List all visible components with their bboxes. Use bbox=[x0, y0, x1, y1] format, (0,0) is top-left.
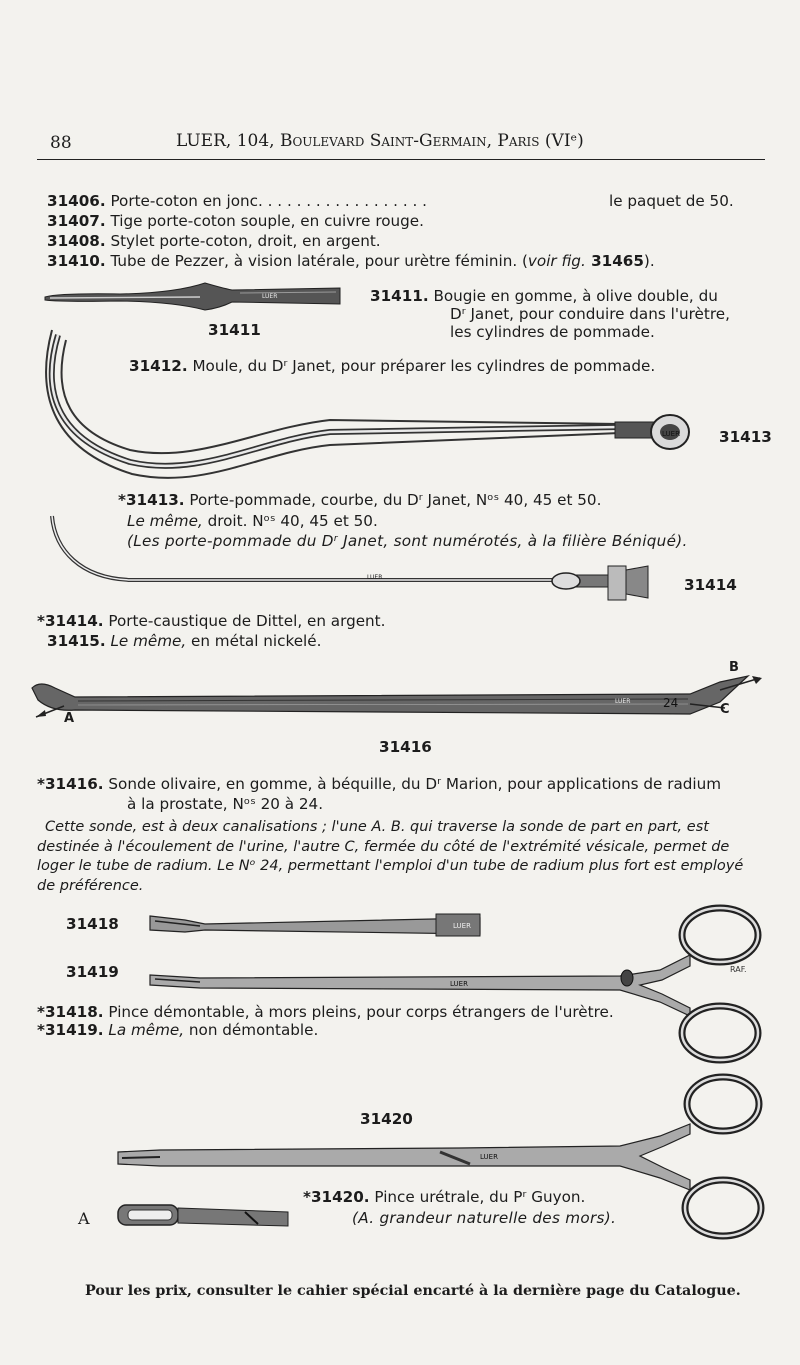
entry-text: Porte-coton en jonc. bbox=[110, 192, 263, 210]
engraved-mark-luer: LUER bbox=[262, 293, 278, 300]
entry-text: Pince démontable, à mors pleins, pour corps étrangers de l'urètre. bbox=[108, 1003, 614, 1021]
running-title-main: LUER, 104, bbox=[176, 131, 280, 151]
entry-31406-price-unit: le paquet de 50. bbox=[609, 192, 734, 210]
entry-31416-note2: destinée à l'écoulement de l'urine, l'autre C, fermée du côté de l'extrémité vésicale, permet de bbox=[37, 839, 730, 855]
entry-31413-note: (Les porte-pommade du Dʳ Janet, sont numérotés, à la filière Béniqué). bbox=[127, 532, 688, 550]
footer-note: Pour les prix, consulter le cahier spécial encarté à la dernière page du Catalogue. bbox=[85, 1283, 741, 1299]
figure-label-31418: 31418 bbox=[66, 915, 119, 933]
entry-same-rest: non démontable. bbox=[184, 1021, 319, 1039]
figure-label-A-31420: A bbox=[78, 1209, 90, 1228]
entry-ref-number: 31465 bbox=[585, 252, 644, 270]
entry-text: Sonde olivaire, en gomme, à béquille, du Dʳ Marion, pour applications de radium bbox=[108, 775, 722, 793]
entry-31420-note: (A. grandeur naturelle des mors). bbox=[352, 1209, 617, 1227]
entry-number: *31413. bbox=[118, 491, 185, 509]
figure-label-31411: 31411 bbox=[208, 321, 261, 339]
entry-same-rest: droit. Nᵒˢ 40, 45 et 50. bbox=[202, 512, 378, 530]
entry-text: Porte-caustique de Dittel, en argent. bbox=[108, 612, 386, 630]
entry-text: Tube de Pezzer, à vision latérale, pour urètre féminin. ( bbox=[110, 252, 528, 270]
engraved-mark-luer: LUER bbox=[450, 980, 468, 988]
figure-label-31414: 31414 bbox=[684, 576, 737, 594]
entry-number: 31411. bbox=[370, 287, 429, 305]
figure-label-31416: 31416 bbox=[379, 738, 432, 756]
entry-31420 bbox=[303, 1187, 585, 1207]
entry-31416-line2: à la prostate, Nᵒˢ 20 à 24. bbox=[127, 795, 324, 813]
entry-31411-line3: les cylindres de pommade. bbox=[450, 323, 655, 341]
entry-number: *31420. bbox=[303, 1188, 370, 1206]
engraved-mark-24: 24 bbox=[663, 696, 679, 710]
entry-same-italic: Le même, bbox=[127, 512, 203, 530]
entry-31416-note3: loger le tube de radium. Le Nᵒ 24, permettant l'emploi d'un tube de radium plus fort est employé bbox=[37, 858, 744, 874]
entry-text: Bougie en gomme, à olive double, du bbox=[433, 287, 718, 305]
entry-same-italic: La même, bbox=[108, 1021, 185, 1039]
entry-text: Porte-pommade, courbe, du Dʳ Janet, Nᵒˢ 40, 45 et 50. bbox=[189, 491, 602, 509]
entry-text: Pince urétrale, du Pʳ Guyon. bbox=[374, 1188, 586, 1206]
entry-number: 31412. bbox=[129, 357, 188, 375]
figure-label-31420: 31420 bbox=[360, 1110, 413, 1128]
entry-number: *31418. bbox=[37, 1003, 104, 1021]
running-title-suffix: (VIᵉ) bbox=[544, 131, 584, 151]
entry-number: 31410. bbox=[47, 252, 106, 270]
entry-31416-note1: Cette sonde, est à deux canalisations ; l'une A. B. qui traverse la sonde de part en part, est bbox=[45, 819, 709, 835]
figure-label-A-31416: A bbox=[64, 711, 75, 726]
entry-number: 31408. bbox=[47, 232, 106, 250]
entry-same-italic: Le même, bbox=[110, 632, 187, 650]
entry-ref-italic: voir fig. bbox=[527, 252, 586, 270]
entry-number: 31407. bbox=[47, 212, 106, 230]
entry-number: 31415. bbox=[47, 632, 106, 650]
engraved-mark-luer: LUER bbox=[662, 430, 680, 438]
entry-number: *31414. bbox=[37, 612, 104, 630]
engraved-mark-luer: LUER bbox=[367, 574, 383, 581]
figure-label-B: B bbox=[729, 660, 739, 675]
figure-label-31413: 31413 bbox=[719, 428, 772, 446]
entry-text: Tige porte-coton souple, en cuivre rouge. bbox=[110, 212, 424, 230]
engraved-mark-luer: LUER bbox=[615, 698, 631, 705]
page-number: 88 bbox=[50, 133, 72, 153]
leader-dots: . . . . . . . . . . . . . . . . . bbox=[262, 192, 427, 210]
entry-number: *31419. bbox=[37, 1021, 104, 1039]
engraver-mark: RAF. bbox=[730, 965, 747, 974]
entry-31411-line2: Dʳ Janet, pour conduire dans l'urètre, bbox=[450, 305, 730, 323]
engraved-mark-luer: LUER bbox=[453, 922, 471, 930]
entry-31416-note4: de préférence. bbox=[37, 878, 144, 894]
entry-text: Stylet porte-coton, droit, en argent. bbox=[110, 232, 381, 250]
entry-ref-tail: ). bbox=[643, 252, 655, 270]
entry-same-rest: en métal nickelé. bbox=[186, 632, 322, 650]
figure-label-31419: 31419 bbox=[66, 963, 119, 981]
running-title-street: Boulevard Saint-Germain, Paris bbox=[279, 131, 540, 151]
engraved-mark-luer: LUER bbox=[480, 1153, 498, 1161]
figure-label-C: C bbox=[720, 702, 730, 717]
entry-text: Moule, du Dʳ Janet, pour préparer les cylindres de pommade. bbox=[192, 357, 656, 375]
entry-number: *31416. bbox=[37, 775, 104, 793]
entry-number: 31406. bbox=[47, 192, 106, 210]
